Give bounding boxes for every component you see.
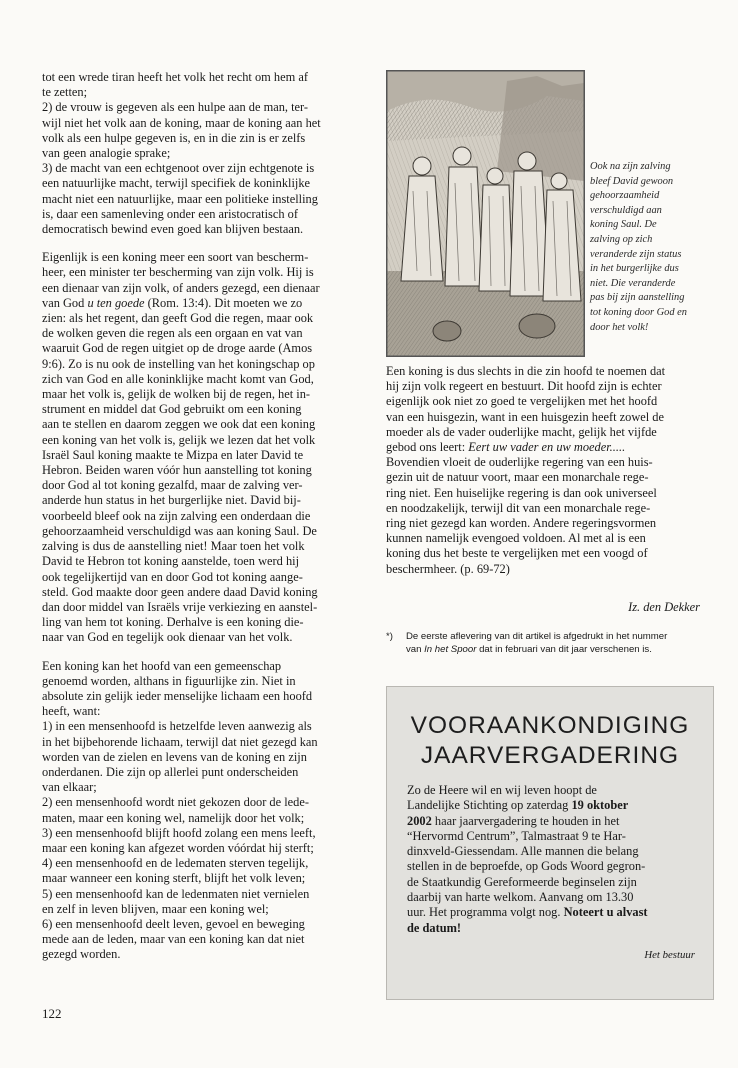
- text-line: democratisch bewind even goed kan blijven bestaan.: [42, 222, 304, 237]
- text-line: van elkaar;: [42, 780, 97, 795]
- text-line: onderdanen. Die zijn op allerlei punt onderscheiden: [42, 764, 299, 779]
- announcement-title-line-1: VOORAANKONDIGING: [410, 712, 690, 739]
- text-line: 2002 haar jaarvergadering te houden in het: [407, 813, 620, 828]
- paragraph-1: [42, 70, 358, 237]
- text-line: tot een wrede tiran heeft het volk het recht om hem af: [42, 70, 308, 84]
- text-line: veranderde zijn status: [590, 248, 682, 260]
- text-line: Een koning is dus slechts in die zin hoofd te noemen dat: [386, 364, 666, 378]
- text-line: 3) de macht van een echtgenoot over zijn echtgenote is: [42, 161, 315, 176]
- paragraph-right: [386, 364, 704, 577]
- right-column: [386, 364, 704, 577]
- text-line: absolute zin gelijk ieder menselijke lichaam een hoofd: [42, 688, 313, 703]
- text-line: koning Saul. De: [590, 219, 657, 231]
- text-line: eigenlijk ook niet zo goed te vergelijken met het hoofd: [386, 394, 658, 409]
- text-line: heer, een minister ter bescherming van zijn volk. Hij is: [42, 265, 314, 280]
- text-line: is, daar een samenleving onder een aristocratisch of: [42, 206, 298, 221]
- text-line: koning dus het beste te vergelijken met een voogd of: [386, 546, 648, 561]
- text-line: kunnen namelijk evengoed voldoen. Al met al is een: [386, 531, 646, 546]
- text-line: Hebron. Beiden waren vóór hun aanstelling tot koning: [42, 463, 312, 478]
- text-line: pas bij zijn aanstelling: [590, 292, 685, 304]
- footnote-line-1: De eerste aflevering van dit artikel is afgedrukt in het nummer: [406, 631, 668, 642]
- text-line: macht niet een natuurlijke, maar een politieke instelling: [42, 191, 318, 206]
- text-line: te zetten;: [42, 85, 88, 100]
- text-line: Zo de Heere wil en wij leven hoopt de: [407, 783, 597, 797]
- text-line: een dienaar van zijn volk, of anders gezegd, een dienaar: [42, 280, 320, 295]
- text-line: maar het volk is, gelijk de wolken bij de regen, het in-: [42, 387, 311, 402]
- text-line: 9:6). Zo is nu ook de instelling van het koningschap op: [42, 356, 315, 371]
- announcement-signature: Het bestuur: [644, 949, 695, 961]
- text-line: zalving op zich: [590, 233, 653, 245]
- text-line: een natuurlijke macht, terwijl specifiek de koninklijke: [42, 176, 311, 191]
- text-line: daarbij van harte welkom. Aanvang om 13.30: [407, 890, 634, 905]
- text-line: niet. Die veranderde: [590, 277, 676, 289]
- text-line: verschuldigd aan: [590, 204, 662, 216]
- footnote-mark: *): [386, 631, 393, 642]
- text-line: Een koning kan het hoofd van een gemeenschap: [42, 658, 282, 673]
- author-signature: Iz. den Dekker: [628, 600, 700, 614]
- text-line: bleef David gewoon: [590, 175, 674, 187]
- announcement-body: [407, 783, 695, 936]
- text-line: 2) een mensenhoofd wordt niet gekozen door de lede-: [42, 795, 309, 810]
- text-line: ling van hem tot koning. Derhalve is een koning die-: [42, 615, 304, 630]
- text-line: 4) een mensenhoofd en de ledematen sterven tegelijk,: [42, 856, 309, 871]
- text-line: Israël Saul koning maakte te Mizpa en later David te: [42, 447, 304, 462]
- text-line: Landelijke Stichting op zaterdag 19 oktober: [407, 798, 629, 813]
- announcement-title: [387, 711, 713, 771]
- footnote-text-end: dat in februari van dit jaar verschenen is.: [476, 644, 652, 655]
- text-line: van geen analogie sprake;: [42, 146, 171, 161]
- text-line: heeft, want:: [42, 704, 101, 719]
- text-line: zich van God en alle koninklijke macht komt van God,: [42, 371, 314, 386]
- david-anointing-engraving-icon: [387, 71, 584, 356]
- text-line: dan door middel van Israëls vrije verkiezing en aanstel-: [42, 599, 318, 614]
- text-line: in het bijbehorende lichaam, terwijl dat niet gezegd kan: [42, 734, 318, 749]
- text-line: maten, maar een koning wel, namelijk door het volk;: [42, 810, 305, 825]
- text-line: een koning van het volk is, gelijk we lezen dat het volk: [42, 432, 316, 447]
- text-line: gebod ons leert: Eert uw vader en uw moeder.....: [386, 440, 626, 455]
- text-line: steld. God maakte door geen andere daad David koning: [42, 584, 318, 599]
- text-line: 1) in een mensenhoofd is hetzelfde leven aanwezig als: [42, 719, 312, 734]
- text-line: strument en middel dat God gebruikt om een koning: [42, 402, 302, 417]
- text-line: door God al tot koning gezalfd, maar de zalving ver-: [42, 478, 303, 493]
- text-line: en zelf in leven blijven, maar een koning wel;: [42, 901, 269, 916]
- footnote-text: van: [406, 644, 425, 655]
- illustration-caption: [590, 160, 720, 335]
- text-line: 5) een mensenhoofd kan de ledenmaten niet vernielen: [42, 886, 310, 901]
- announcement-box: [386, 686, 714, 1000]
- text-line: de datum!: [407, 920, 462, 935]
- text-line: mede aan de leden, maar van een koning kan dat niet: [42, 932, 305, 947]
- text-line: stellen in de beproefde, op Gods Woord gegron-: [407, 859, 646, 874]
- engraving-illustration: [386, 70, 585, 357]
- text-line: uur. Het programma volgt nog. Noteert u alvast: [407, 905, 648, 920]
- paragraph-3: [42, 659, 358, 963]
- page-number: 122: [42, 1006, 62, 1021]
- text-line: moeder als de vader ouderlijke macht, gelijk het vijfde: [386, 424, 657, 439]
- text-line: Eigenlijk is een koning meer een soort van bescherm-: [42, 250, 309, 265]
- text-line: worden van de zielen en levens van de koning en zijn: [42, 749, 307, 764]
- text-line: zalving is dus de aanstelling niet! Maar toen het volk: [42, 539, 305, 554]
- text-line: genoemd worden, althans in figuurlijke zin. Niet in: [42, 673, 296, 688]
- text-line: wijl niet het volk aan de koning, maar de koning aan het: [42, 115, 321, 130]
- text-line: maar wanneer een koning sterft, blijft het volk leven;: [42, 871, 306, 886]
- text-line: ring niet gezegd kan worden. Andere regeringsvormen: [386, 516, 657, 531]
- text-line: de wolken geven die regen als een orgaan en vat van: [42, 326, 303, 341]
- left-column: [42, 70, 358, 976]
- text-line: maar een koning kan afgezet worden vóórdat hij sterft;: [42, 840, 314, 855]
- text-line: 3) een mensenhoofd blijft hoofd zolang een mens leeft,: [42, 825, 316, 840]
- text-line: naar van God en tegelijk ook dienaar van het volk.: [42, 630, 293, 645]
- text-line: aan te stellen en daarom zeggen we ook dat een koning: [42, 417, 316, 432]
- text-line: anderde hun status in het burgerlijke niet. David bij-: [42, 493, 301, 508]
- text-line: volk als een hulpe gegeven is, en in die zin is er zelfs: [42, 130, 306, 145]
- text-line: zien: als het regent, dan geeft God die regen, maar ook: [42, 311, 314, 326]
- text-line: voorbeeld bleef ook na zijn zalving een onderdaan die: [42, 508, 311, 523]
- text-line: dinxveld-Giessendam. Alle mannen die belang: [407, 844, 639, 859]
- text-line: Bovendien vloeit de ouderlijke regering van een huis-: [386, 455, 653, 470]
- text-line: David te Hebron tot koning aanstelde, toen werd hij: [42, 554, 300, 569]
- text-line: gehoorzaamheid verschuldigd was aan koning Saul. De: [42, 523, 317, 538]
- announcement-title-line-2: JAARVERGADERING: [420, 742, 680, 769]
- text-line: en noodzakelijk, terwijl dit van een monarchale rege-: [386, 500, 651, 515]
- text-line: door het volk!: [590, 321, 649, 333]
- text-line: “Hervormd Centrum”, Talmastraat 9 te Har-: [407, 828, 626, 843]
- text-line: van een huisgezin, want in een huisgezin heeft zowel de: [386, 409, 664, 424]
- text-line: in het burgerlijke dus: [590, 263, 679, 275]
- text-line: waaruit God de regen uitgiet op de droge aarde (Amos: [42, 341, 313, 356]
- text-line: gezin uit de natuur voort, maar een monarchale rege-: [386, 470, 649, 485]
- text-line: 6) een mensenhoofd deelt leven, gevoel en beweging: [42, 916, 305, 931]
- text-line: 2) de vrouw is gegeven als een hulpe aan de man, ter-: [42, 100, 309, 115]
- text-line: beschermheer. (p. 69-72): [386, 561, 510, 576]
- text-line: ring niet. Een huiselijke regering is dan ook universeel: [386, 485, 657, 500]
- footnote-line-2: [386, 643, 706, 656]
- text-line: hij zijn volk regeert en bestuurt. Dit hoofd zijn is echter: [386, 379, 662, 394]
- text-line: gehoorzaamheid: [590, 190, 660, 202]
- text-line: de Staatkundig Gereformeerde beginselen zijn: [407, 874, 637, 889]
- text-line: Ook na zijn zalving: [590, 161, 671, 172]
- paragraph-2: [42, 250, 358, 645]
- text-line: ook tegelijkertijd van en door God tot koning aange-: [42, 569, 303, 584]
- text-line: gezegd worden.: [42, 947, 121, 962]
- footnote-journal-title: In het Spoor: [424, 644, 477, 655]
- footnote: [386, 630, 706, 656]
- text-line: van God u ten goede (Rom. 13:4). Dit moeten we zo: [42, 295, 303, 310]
- text-line: tot koning door God en: [590, 306, 687, 318]
